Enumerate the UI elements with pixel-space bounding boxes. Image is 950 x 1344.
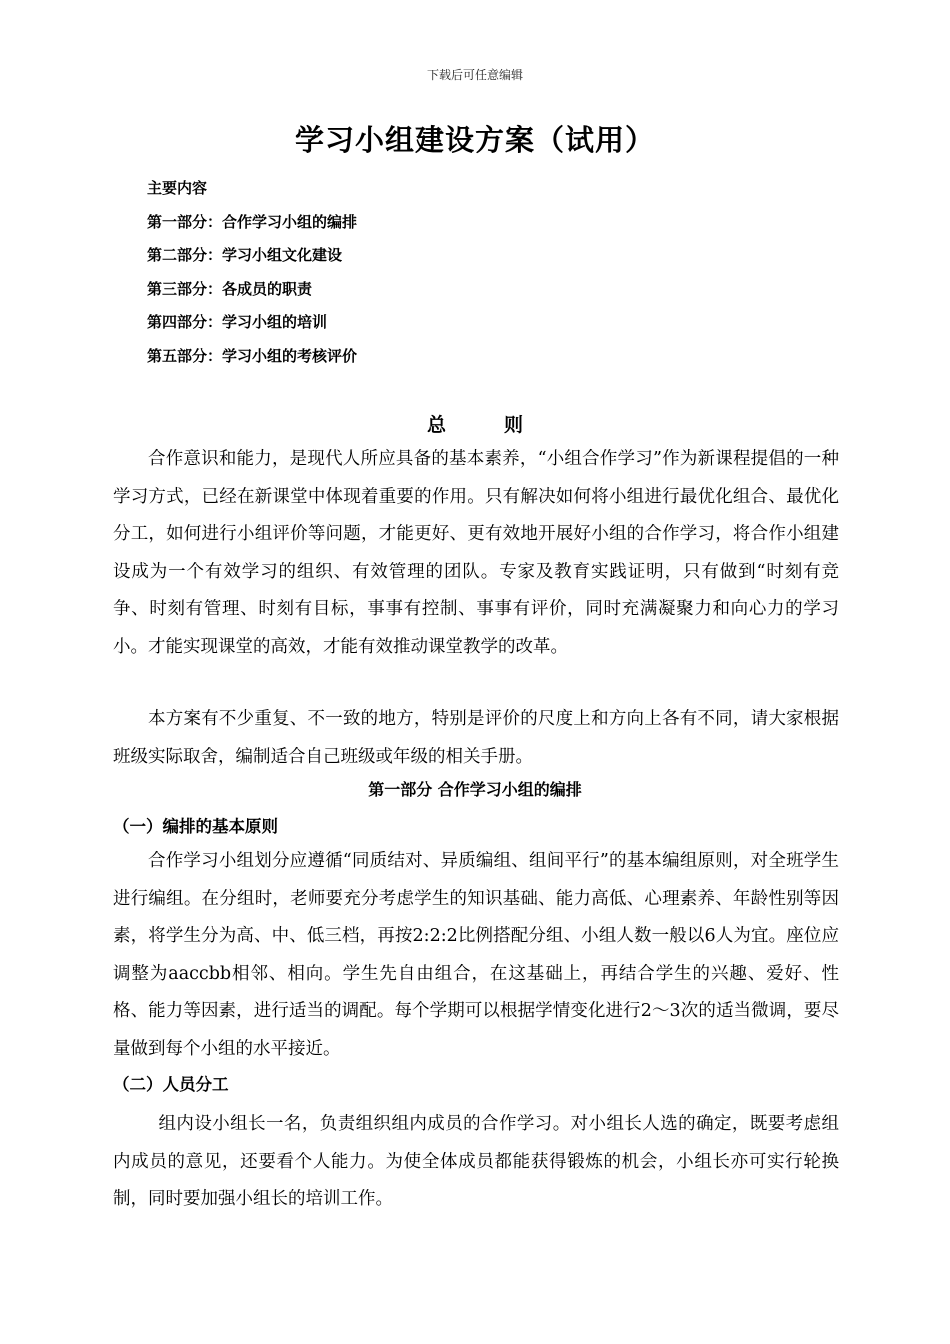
general-heading-right: 则 (504, 414, 524, 436)
toc-item: 第一部分：合作学习小组的编排 (147, 212, 358, 231)
general-paragraph: 合作意识和能力，是现代人所应具备的基本素养，“小组合作学习”作为新课程提倡的一种学习方式，已经在新课堂中体现着重要的作用。只有解决如何将小组进行最优化组合、最优化分工，如何进行小组评价等问题，才能更好、更有效地开展好小组的合作学习，将合作小组建设成为一个有效学习的组织、有效管理的团队。专家及教育实践证明，只有做到“时刻有竞争、时刻有管理、时刻有目标，事事有控制、事事有评价，同时充满凝聚力和向心力的学习小。才能实现课堂的高效，才能有效推动课堂教学的改革。 (113, 449, 839, 657)
toc-item: 第四部分：学习小组的培训 (147, 313, 328, 331)
table-of-contents (147, 178, 357, 379)
section-heading: （一）编排的基本原则 (113, 817, 278, 836)
toc-item: 第三部分：各成员的职责 (147, 279, 313, 298)
general-paragraph: 本方案有不少重复、不一致的地方，特别是评价的尺度上和方向上各有不同，请大家根据班级实际取舍，编制适合自己班级或年级的相关手册。 (113, 709, 839, 767)
section-paragraph: 合作学习小组划分应遵循“同质结对、异质编组、组间平行”的基本编组原则，对全班学生进行编组。在分组时，老师要充分考虑学生的知识基础、能力高低、心理素养、年龄性别等因素，将学生分为高、中、低三档，再按2:2:2比例搭配分组、小组人数一般以6人为宜。座位应调整为aaccbb相邻、相向。学生先自由组合，在这基础上，再结合学生的兴趣、爱好、性格、能力等因素，进行适当的调配。每个学期可以根据学情变化进行2～3次的适当微调，要尽量做到每个小组的水平接近。 (113, 851, 839, 1059)
header-note: 下载后可任意编辑 (426, 68, 523, 82)
general-heading-left: 总 (426, 414, 446, 436)
part1-heading: 第一部分 合作学习小组的编排 (368, 780, 582, 799)
toc-item: 第五部分：学习小组的考核评价 (147, 346, 358, 365)
document-title: 学习小组建设方案（试用） (294, 123, 655, 157)
toc-heading: 主要内容 (147, 179, 208, 197)
section-paragraph: 组内设小组长一名，负责组织组内成员的合作学习。对小组长人选的确定，既要考虑组内成员的意见，还要看个人能力。为使全体成员都能获得锻炼的机会，小组长亦可实行轮换制，同时要加强小组长的培训工作。 (113, 1114, 839, 1209)
general-principles-heading (0, 410, 950, 437)
section-heading: （二）人员分工 (113, 1075, 229, 1094)
toc-item: 第二部分：学习小组文化建设 (147, 246, 343, 264)
